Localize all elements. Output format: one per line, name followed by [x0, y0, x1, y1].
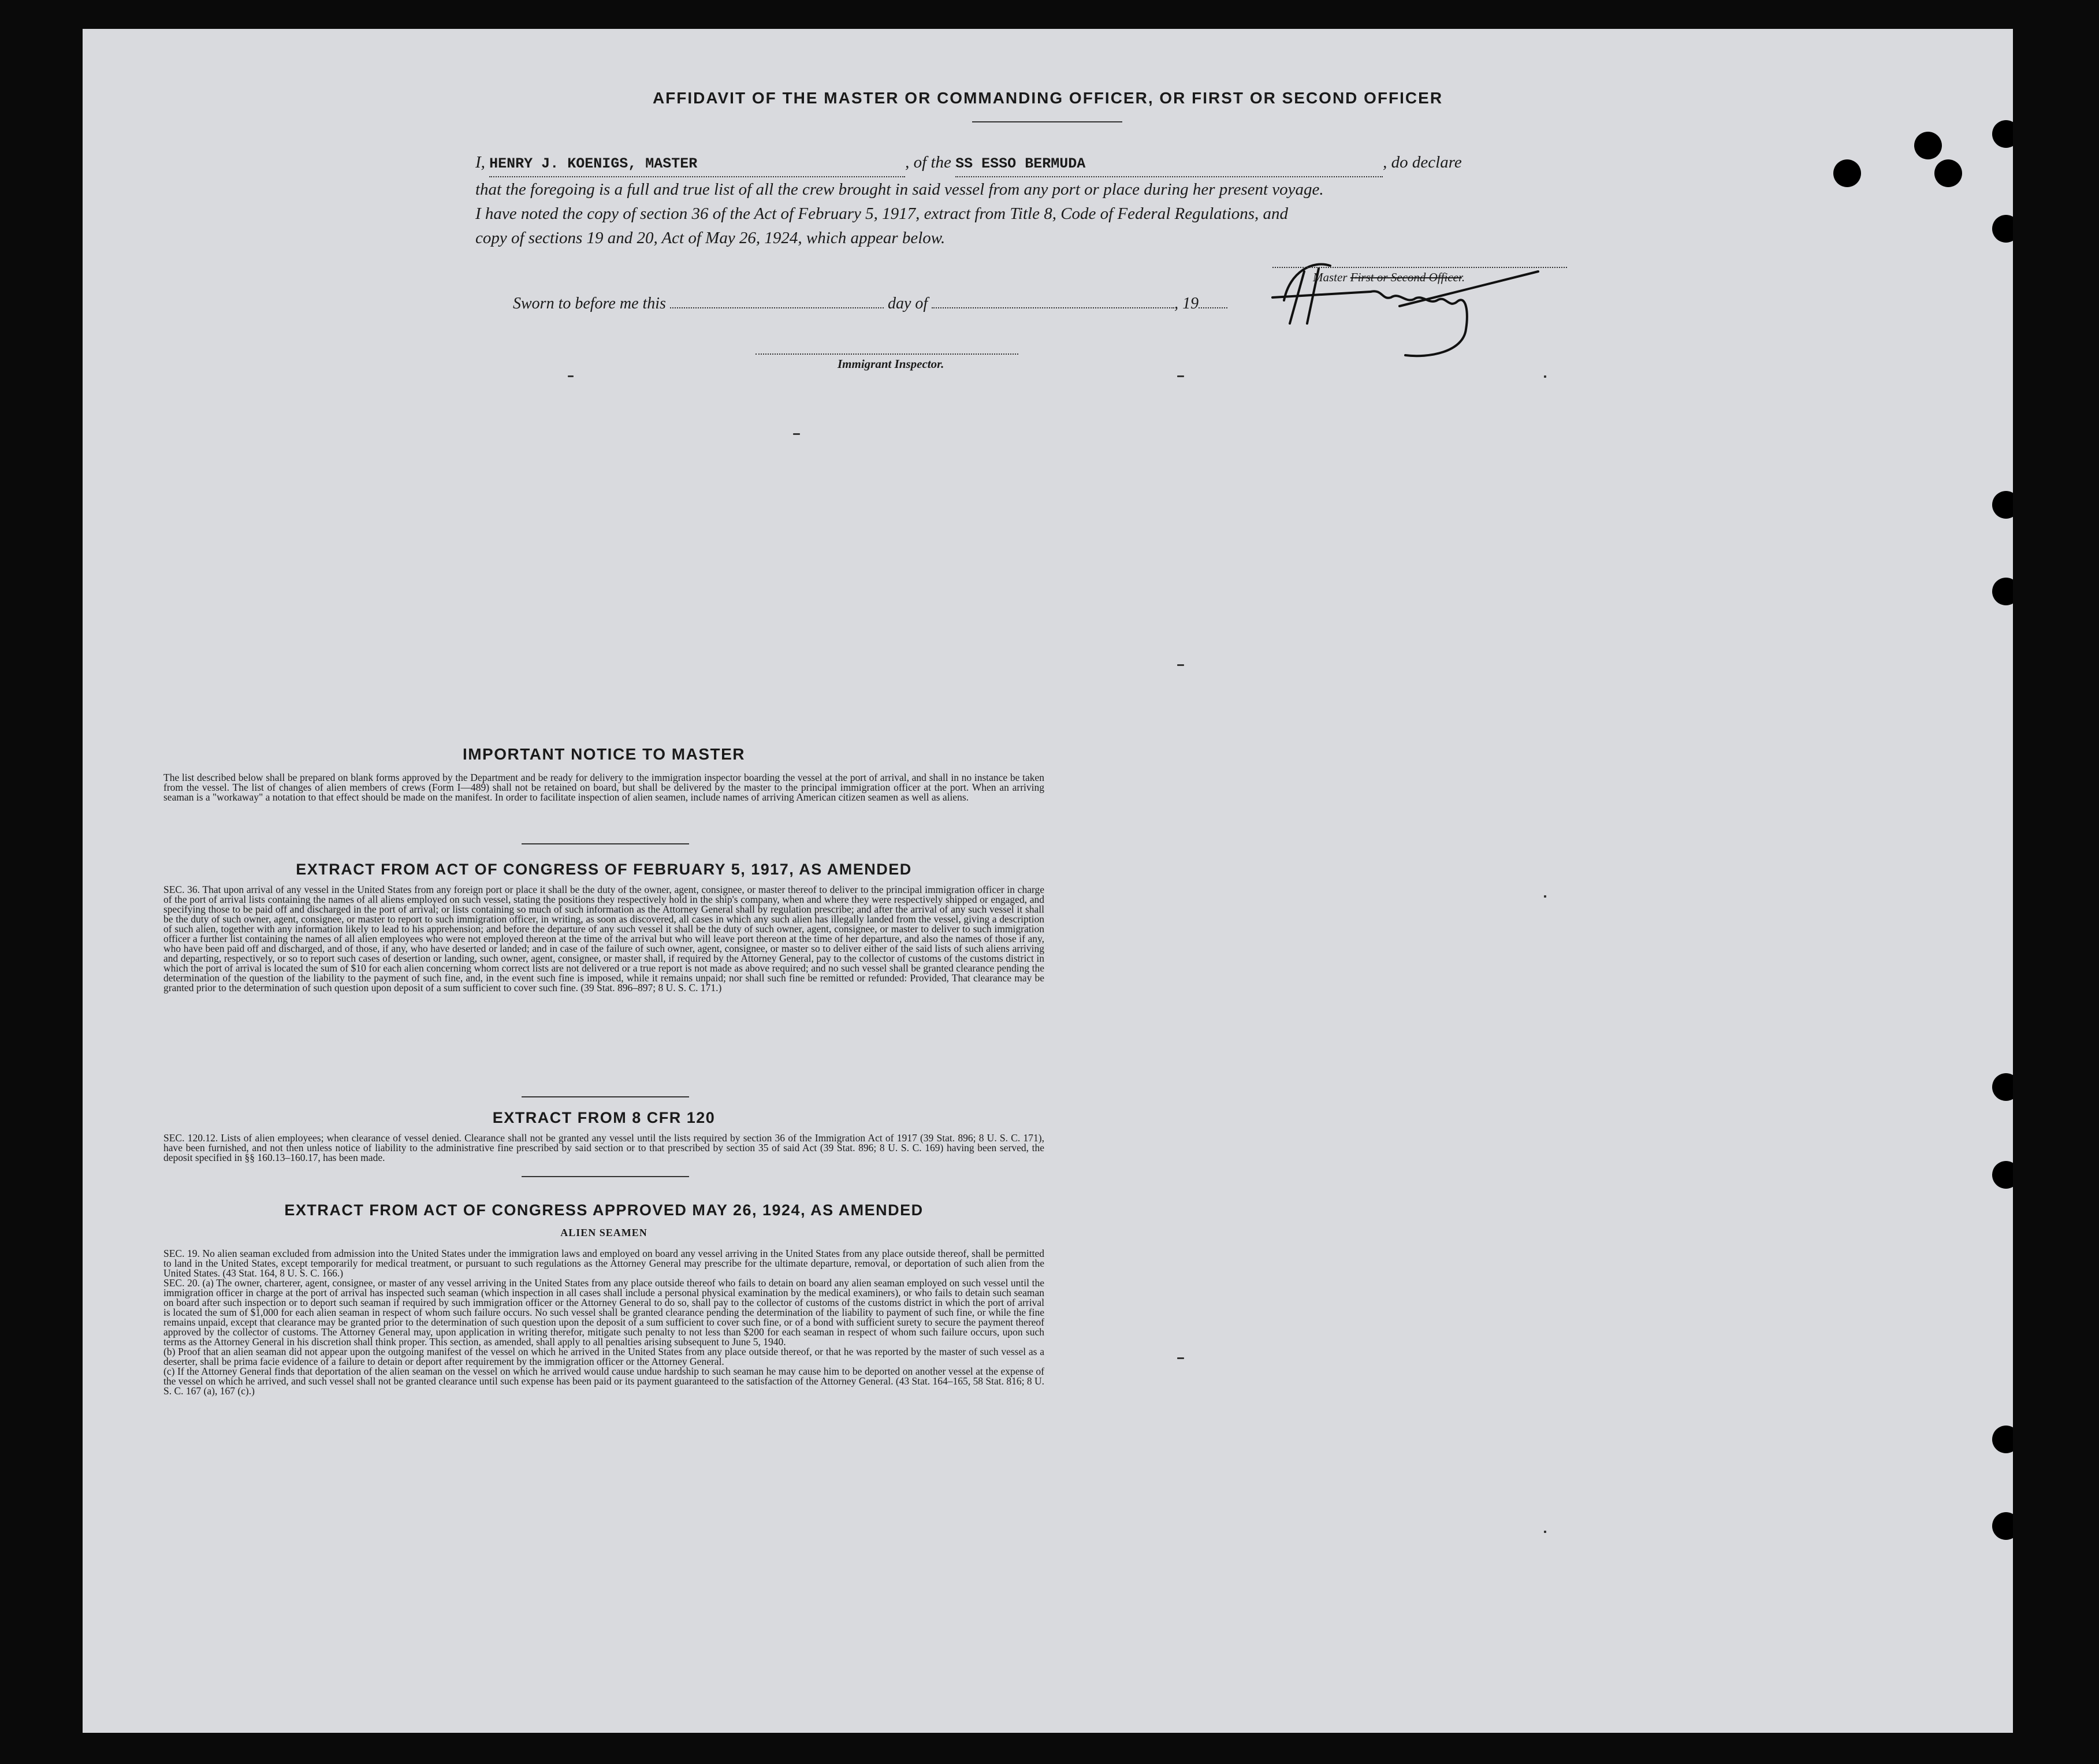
sec-19-paragraph: SEC. 19. No alien seaman excluded from admission into the United States under the immigration laws and employed on board any vessel arriving in the United States from any place outside thereof, shall be permitted to land in the United States, except temporarily for medical treatment, or pursuant to such regulations as the Attorney General may prescribe for the ultimate departure, removal, or deportation of such alien from the United States. (43 Stat. 164, 8 U. S. C. 166.) [163, 1248, 1044, 1279]
sec-20b-paragraph: (b) Proof that an alien seaman did not appear upon the outgoing manifest of the vessel on which he arrived in the United States from any place outside thereof, or that he was reported by the master of such vessel as a deserter, shall be prima facie evidence of a failure to detain or deport after requirement by the immigration officer or the Attorney General. [163, 1346, 1044, 1367]
inspector-caption: Immigrant Inspector. [838, 357, 944, 371]
sec-20a-paragraph: SEC. 20. (a) The owner, charterer, agent, consignee, or master of any vessel arriving in the United States from any place outside thereof who fails to detain on board any alien seaman employed on such vessel until the immigration officer in charge at the port of arrival has inspected such seaman (which inspection in all cases shall include a personal physical examination by the medical examiners), or who fails to detain such seaman on board after such inspection or to deport such seaman if required by such immigration officer or the Attorney General to do so, shall pay to the collector of customs of the customs district in which the port of arrival is located the sum of $1,000 for each alien seaman in respect of whom such failure occurs. No such vessel shall be granted clearance pending the determination of the liability to payment of such fine, or while the fine remains unpaid, except that clearance may be granted prior to the determination of such question upon the deposit of a sum sufficient to cover such fine, or of a bond with sufficient surety to secure the payment thereof approved by the collector of customs. The Attorney General may, upon application in writing therefor, mitigate such penalty to not less than $200 for each seaman in respect of whom such failure occurs, upon such terms as the Attorney General in his discretion shall think proper. This section, as amended, shall apply to all penalties arising subsequent to June 5, 1940. [163, 1277, 1044, 1348]
punch-hole [1934, 159, 1962, 187]
title-rule [972, 121, 1122, 122]
speck [1177, 1357, 1184, 1359]
declaration-line-1: I, HENRY J. KOENIGS, MASTER , of the SS ESSO BERMUDA , do declare [475, 150, 1567, 177]
vessel-name-field: SS ESSO BERMUDA [955, 155, 1086, 172]
speck [1544, 895, 1546, 898]
declaration-line-2: that the foregoing is a full and true list of all the crew brought in said vessel from any port or place during her present voyage. [475, 180, 1324, 199]
sworn-year-field [1199, 307, 1227, 308]
alien-seamen-subheading: ALIEN SEAMEN [560, 1227, 647, 1238]
punch-hole [1992, 215, 2013, 243]
master-name-field: HENRY J. KOENIGS, MASTER [489, 155, 698, 172]
punch-hole [1914, 132, 1942, 159]
signature-line [1272, 267, 1567, 268]
notice-text: The list described below shall be prepared on blank forms approved by the Department and be ready for delivery to the immigration inspector boarding the vessel at the port of arrival, and shall in no instance be taken from the vessel. The list of changes of alien members of crews (Form I—489) shall not be retained on board, but shall be delivered by the master to the principal immigration officer at the port. When an arriving seaman is a "workaway" a notation to that effect should be made on the manifest. In order to facilitate inspection of alien seamen, include names of arriving American citizen seamen as well as aliens. [163, 772, 1044, 803]
extract-cfr-text: SEC. 120.12. Lists of alien employees; when clearance of vessel denied. Clearance shall not be granted any vessel until the lists required by section 36 of the Immigration Act of 1917 (39 Stat. 896; 8 U. S. C. 171), have been furnished, and not then unless notice of liability to the administrative fine prescribed by said section or to that prescribed by section 35 of said Act (39 Stat. 896; 8 U. S. C. 169) having been served, the deposit specified in §§ 160.13–160.17, has been made. [163, 1132, 1044, 1163]
declaration-line-4: copy of sections 19 and 20, Act of May 26, 1924, which appear below. [475, 229, 946, 247]
declaration [475, 150, 1567, 250]
punch-hole [1992, 1512, 2013, 1540]
sworn-month-field [932, 307, 1174, 308]
divider-3 [522, 1176, 689, 1177]
affidavit-title: AFFIDAVIT OF THE MASTER OR COMMANDING OFFICER, OR FIRST OR SECOND OFFICER [652, 89, 1443, 107]
extract-1924-text [163, 1249, 1044, 1396]
extract-1917-heading: EXTRACT FROM ACT OF CONGRESS OF FEBRUARY 5, 1917, AS AMENDED [296, 861, 912, 878]
notice-heading: IMPORTANT NOTICE TO MASTER [462, 745, 746, 763]
punch-hole [1992, 1161, 2013, 1189]
punch-hole [1992, 491, 2013, 519]
punch-hole [1992, 1426, 2013, 1453]
divider-2 [522, 1096, 689, 1097]
extract-cfr-heading: EXTRACT FROM 8 CFR 120 [492, 1109, 716, 1126]
declaration-line-3: I have noted the copy of section 36 of the Act of February 5, 1917, extract from Title 8, Code of Federal Regulations, and [475, 204, 1289, 223]
punch-hole [1992, 1073, 2013, 1101]
sworn-date-field [670, 307, 884, 308]
master-signature [1238, 237, 1584, 364]
punch-hole [1992, 120, 2013, 148]
speck [1544, 1531, 1546, 1533]
speck [568, 375, 574, 377]
page [83, 29, 2013, 1733]
document-sheet [83, 29, 2013, 1733]
divider-1 [522, 843, 689, 844]
extract-1924-heading: EXTRACT FROM ACT OF CONGRESS APPROVED MAY 26, 1924, AS AMENDED [284, 1201, 924, 1219]
punch-hole [1833, 159, 1861, 187]
speck [793, 433, 800, 435]
sec-20c-paragraph: (c) If the Attorney General finds that deportation of the alien seaman on the vessel on which he arrived would cause undue hardship to such seaman he may cause him to be deported on another vessel at the expense of the vessel on which he arrived, and such vessel shall not be granted clearance until such expense has been paid or its payment guaranteed to the satisfaction of the Attorney General. (43 Stat. 164–165, 58 Stat. 816; 8 U. S. C. 167 (a), 167 (c).) [163, 1365, 1044, 1397]
signature-caption: Master First or Second Officer. [1313, 270, 1465, 284]
punch-hole [1992, 578, 2013, 605]
sworn-line: Sworn to before me this day of , 19 [513, 295, 1227, 313]
speck [1177, 664, 1184, 666]
extract-1917-text: SEC. 36. That upon arrival of any vessel in the United States from any foreign port or place it shall be the duty of the owner, agent, consignee, or master thereof to deliver to the principal immigration officer in charge of the port of arrival lists containing the names of all aliens employed on such vessel, stating the positions they respectively hold in the ship's company, when and where they were respectively shipped or engaged, and specifying those to be paid off and discharged in the port of arrival; or lists containing so much of such information as the Attorney General shall by regulation prescribe; and after the arrival of any such vessel it shall be the duty of such owner, agent, consignee, or master to report to such immigration officer, in writing, as soon as discovered, all cases in which any such alien has illegally landed from the vessel, giving a description of such alien, together with any information likely to lead to his apprehension; and before the departure of any such vessel it shall be the duty of such owner, agent, consignee, or master to deliver to such immigration officer a further list containing the names of all alien employees who were not employed thereon at the time of the arrival but who will leave port thereon at the time of her departure, and also the names of those if any, who have been paid off and discharged, and of those, if any, who have deserted or landed; and in case of the failure of such owner, agent, consignee, or master so to deliver either of the said lists of such aliens arriving and departing, respectively, or so to report such cases of desertion or landing, such owner, agent, consignee, or master shall, if required by the Attorney General, pay to the collector of customs of the customs district in which the port of arrival is located the sum of $10 for each alien concerning whom correct lists are not delivered or a true report is not made as above required; and no such vessel shall be granted clearance pending the determination of the question of the liability to the payment of such fine, and, in the event such fine is imposed, while it remains unpaid; nor shall such fine be remitted or refunded: Provided, That clearance may be granted prior to the determination of such question upon deposit of a sum sufficient to cover such fine. (39 Stat. 896–897; 8 U. S. C. 171.) [163, 884, 1044, 993]
speck [1544, 375, 1546, 378]
speck [1177, 375, 1184, 377]
inspector-signature-line [756, 353, 1018, 355]
